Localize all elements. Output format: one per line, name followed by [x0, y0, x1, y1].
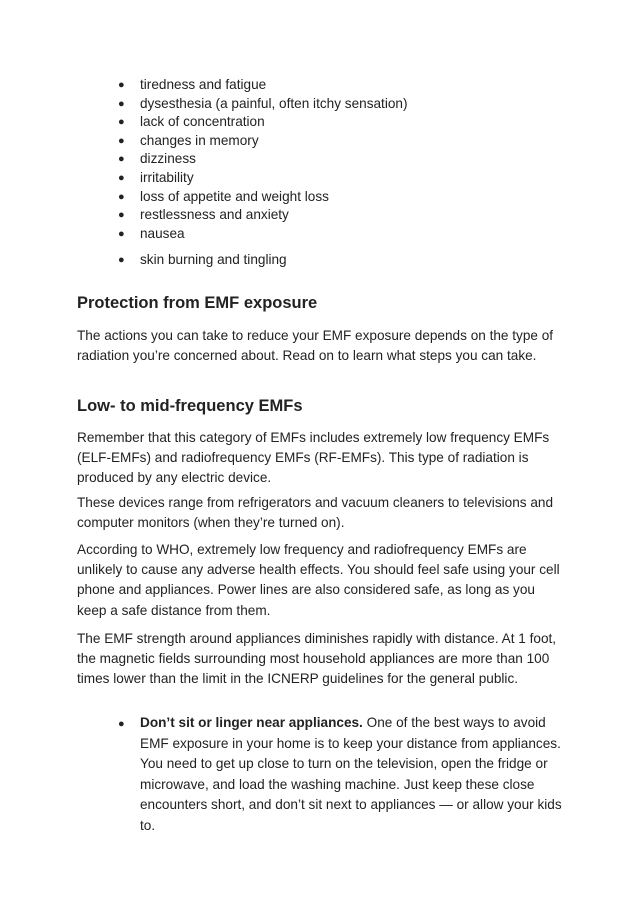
paragraph: Remember that this category of EMFs includes extremely low frequency EMFs (ELF-EMFs) and radiofrequency EMFs (RF-EMFs). This type of radiation is produced by any electric device.	[77, 430, 550, 486]
list-item	[118, 169, 578, 188]
list-item	[118, 95, 578, 114]
bullet-icon: ●	[118, 153, 125, 166]
bullet-icon: ●	[118, 254, 125, 266]
list-item-text: skin burning and tingling	[140, 252, 287, 267]
bullet-icon: ●	[118, 79, 125, 91]
section-heading-protection: Protection from EMF exposure	[77, 294, 318, 312]
list-item-text: dizziness	[140, 151, 196, 167]
paragraph: According to WHO, extremely low frequency and radiofrequency EMFs are unlikely to cause any adverse health effects. You should feel safe using your cell phone and appliances. Power lines are also considered safe, as long as you keep a safe distance from them.	[77, 542, 560, 618]
bullet-icon: ●	[118, 171, 125, 184]
list-item-text: irritability	[140, 169, 194, 185]
list-item-text: dysesthesia (a painful, often itchy sensation)	[140, 95, 408, 111]
recommendation-title: Don’t sit or linger near appliances.	[140, 715, 363, 730]
list-item	[118, 206, 578, 225]
list-item-text: loss of appetite and weight loss	[140, 188, 329, 204]
list-item	[118, 150, 578, 169]
recommendation-item	[118, 713, 570, 836]
recommendation-text: One of the best ways to avoid EMF exposure in your home is to keep your distance from appliances. You need to get up close to turn on the television, open the fridge or microwave, and load the washing machine. Just keep these close encounters short, and don’t sit next to appliances — or allow your kids to.	[140, 715, 562, 833]
bullet-icon: ●	[118, 209, 125, 222]
bullet-icon: ●	[118, 97, 125, 110]
bullet-icon: ●	[118, 134, 125, 147]
list-item	[118, 76, 578, 95]
list-item-last	[118, 251, 600, 270]
list-item	[118, 188, 578, 207]
list-item-text: tiredness and fatigue	[140, 77, 267, 92]
section-heading-low-mid: Low- to mid-frequency EMFs	[77, 397, 303, 415]
list-item-text: nausea	[140, 225, 185, 241]
list-item-text: restlessness and anxiety	[140, 207, 289, 223]
bullet-icon: ●	[118, 718, 125, 730]
list-item	[118, 113, 578, 132]
bullet-icon: ●	[118, 116, 125, 129]
bullet-icon: ●	[118, 190, 125, 203]
list-item-text: lack of concentration	[140, 114, 265, 130]
list-item-text: changes in memory	[140, 132, 259, 148]
list-item	[118, 225, 578, 244]
paragraph: The EMF strength around appliances diminishes rapidly with distance. At 1 foot, the magnetic fields surrounding most household appliances are more than 100 times lower than the limit in the ICNERP guidelines for the general public.	[77, 631, 557, 687]
list-item	[118, 132, 578, 151]
symptom-list	[118, 76, 578, 243]
paragraph: These devices range from refrigerators and vacuum cleaners to televisions and computer monitors (when they’re turned on).	[77, 495, 554, 531]
bullet-icon: ●	[118, 227, 125, 240]
paragraph: The actions you can take to reduce your EMF exposure depends on the type of radiation you’re concerned about. Read on to learn what steps you can take.	[77, 328, 554, 364]
